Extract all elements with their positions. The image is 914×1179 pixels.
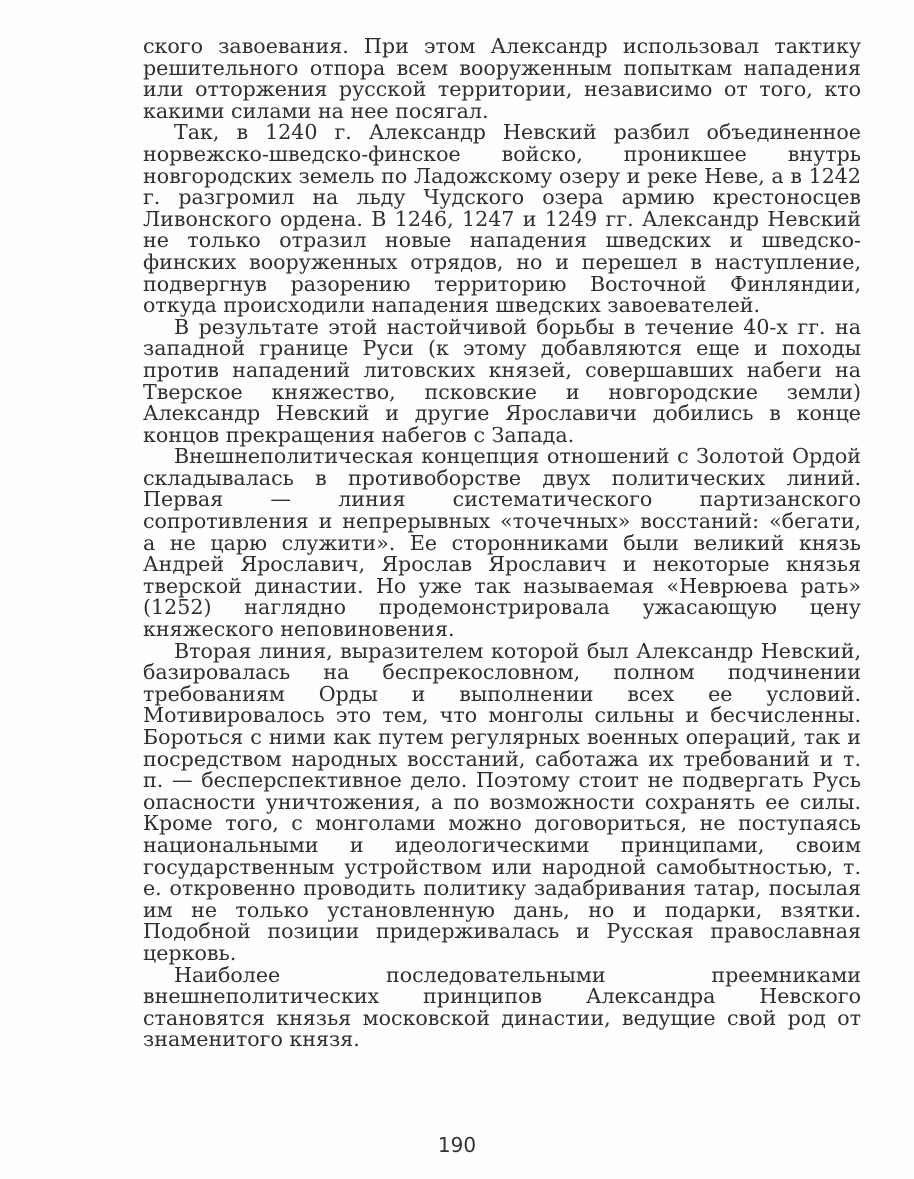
body-text xyxy=(143,36,861,1051)
paragraph-nevsky-battles: Так, в 1240 г. Александр Невский разбил объединенное норвежско-шведско-финское войско, проникшее внутрь новгородских земель по Ладожскому озеру и реке Неве, а в 1242 г. разгромил на льду Чудского озера армию крестоносцев Ливонского ордена. В 1246, 1247 и 1249 гг. Александр Невский не только отразил новые нападения шведских и шведско-финских вооруженных отрядов, но и перешел в наступление, подвергнув разорению территорию Восточной Финляндии, откуда происходили нападения шведских завоевателей. xyxy=(143,120,861,318)
paragraph-continuation: ского завоевания. При этом Александр использовал тактику решительного отпора всем вооруженным попыткам нападения или отторжения русской территории, независимо от того, кто какими силами на нее посягал. xyxy=(143,34,861,123)
paragraph-western-border: В результате этой настойчивой борьбы в течение 40-х гг. на западной границе Руси (к этому добавляются еще и походы против нападений литовских князей, совершавших набеги на Тверское княжество, псковские и новгородские земли) Александр Невский и другие Ярославичи добились в конце концов прекращения набегов с Запада. xyxy=(143,314,861,447)
page-number: 190 xyxy=(437,1133,477,1157)
paragraph-second-line: Вторая линия, выразителем которой был Александр Невский, базировалась на беспрекословном, полном подчинении требованиям Орды и выполнении всех ее условий. Мотивировалось это тем, что монголы сильны и бесчисленны. Бороться с ними как путем регулярных военных операций, так и посредством народных восстаний, саботажа их требований и т. п. — бесперспективное дело. Поэтому стоит не подвергать Русь опасности уничтожения, а по возможности сохранять ее силы. Кроме того, с монголами можно договориться, не поступаясь национальными и идеологическими принципами, своим государственным устройством или народной самобытностью, т. е. откровенно проводить политику задабривания татар, посылая им не только установленную дань, но и подарки, взятки. Подобной позиции придерживалась и Русская православная церковь. xyxy=(143,638,861,965)
paragraph-foreign-policy-concept: Внешнеполитическая концепция отношений с Золотой Ордой складывалась в противоборстве двух политических линий. Первая — линия систематического партизанского сопротивления и непрерывных «точечных» восстаний: «бегати, а не царю служити». Ее сторонниками были великий князь Андрей Ярославич, Ярослав Ярославич и некоторые князья тверской династии. Но уже так называемая «Неврюева рать» (1252) наглядно продемонстрировала ужасающую цену княжеского неповиновения. xyxy=(143,444,861,642)
paragraph-moscow-successors: Наиболее последовательными преемниками внешнеполитических принципов Александра Невского становятся князья московской династии, ведущие свой род от знаменитого князя. xyxy=(143,962,861,1052)
